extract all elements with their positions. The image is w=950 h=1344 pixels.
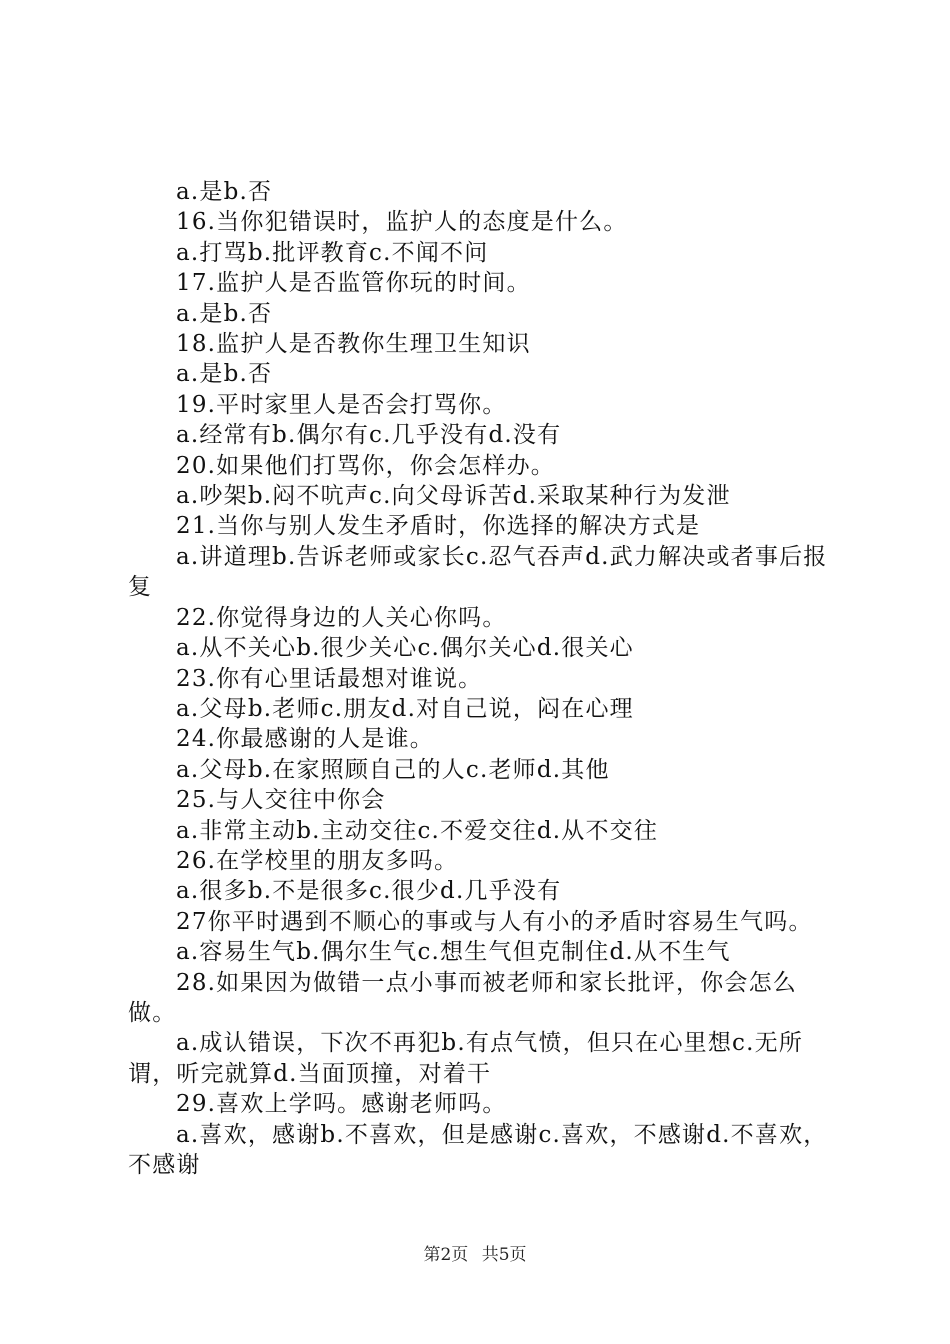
- question-28: 28.如果因为做错一点小事而被老师和家长批评，你会怎么做。: [128, 969, 797, 1026]
- options-17: a.是b.否: [176, 300, 273, 327]
- page-number: 第2页: [423, 1245, 469, 1265]
- question-22: 22.你觉得身边的人关心你吗。: [176, 604, 507, 631]
- text-line: a.是b.否: [176, 179, 273, 205]
- question-24: 24.你最感谢的人是谁。: [176, 726, 434, 753]
- question-17: 17.监护人是否监管你玩的时间。: [176, 270, 531, 297]
- options-20: a.吵架b.闷不吭声c.向父母诉苦d.采取某种行为发泄: [176, 483, 731, 510]
- page-total: 共5页: [481, 1245, 527, 1265]
- question-19: 19.平时家里人是否会打骂你。: [176, 391, 507, 418]
- question-23: 23.你有心里话最想对谁说。: [176, 665, 483, 692]
- page-footer: [0, 1240, 950, 1265]
- options-22: a.从不关心b.很少关心c.偶尔关心d.很关心: [176, 635, 634, 662]
- options-16: a.打骂b.批评教育c.不闻不问: [176, 239, 489, 266]
- options-24: a.父母b.在家照顾自己的人c.老师d.其他: [176, 756, 610, 783]
- question-21: 21.当你与别人发生矛盾时，你选择的解决方式是: [176, 513, 701, 540]
- options-28: a.成认错误，下次不再犯b.有点气愤，但只在心里想c.无所谓，听完就算d.当面顶撞，对着干: [128, 1030, 804, 1087]
- options-21: a.讲道理b.告诉老师或家长c.忍气吞声d.武力解决或者事后报复: [128, 543, 828, 601]
- options-27: a.容易生气b.偶尔生气c.想生气但克制住d.从不生气: [176, 939, 731, 966]
- question-25: 25.与人交往中你会: [176, 787, 386, 814]
- question-20: 20.如果他们打骂你，你会怎样办。: [176, 452, 555, 479]
- options-19: a.经常有b.偶尔有c.几乎没有d.没有: [176, 422, 562, 449]
- options-18: a.是b.否: [176, 361, 273, 388]
- options-29: a.喜欢，感谢b.不喜欢，但是感谢c.喜欢，不感谢d.不喜欢，不感谢: [128, 1121, 828, 1178]
- document-body: [128, 177, 836, 1180]
- question-27: 27你平时遇到不顺心的事或与人有小的矛盾时容易生气吗。: [176, 908, 813, 935]
- question-26: 26.在学校里的朋友多吗。: [176, 847, 459, 874]
- options-25: a.非常主动b.主动交往c.不爱交往d.从不交往: [176, 817, 659, 844]
- question-18: 18.监护人是否教你生理卫生知识: [176, 331, 531, 358]
- question-29: 29.喜欢上学吗。感谢老师吗。: [176, 1091, 507, 1118]
- options-23: a.父母b.老师c.朋友d.对自己说，闷在心理: [176, 695, 634, 722]
- question-16: 16.当你犯错误时，监护人的态度是什么。: [176, 209, 628, 236]
- options-26: a.很多b.不是很多c.很少d.几乎没有: [176, 878, 562, 905]
